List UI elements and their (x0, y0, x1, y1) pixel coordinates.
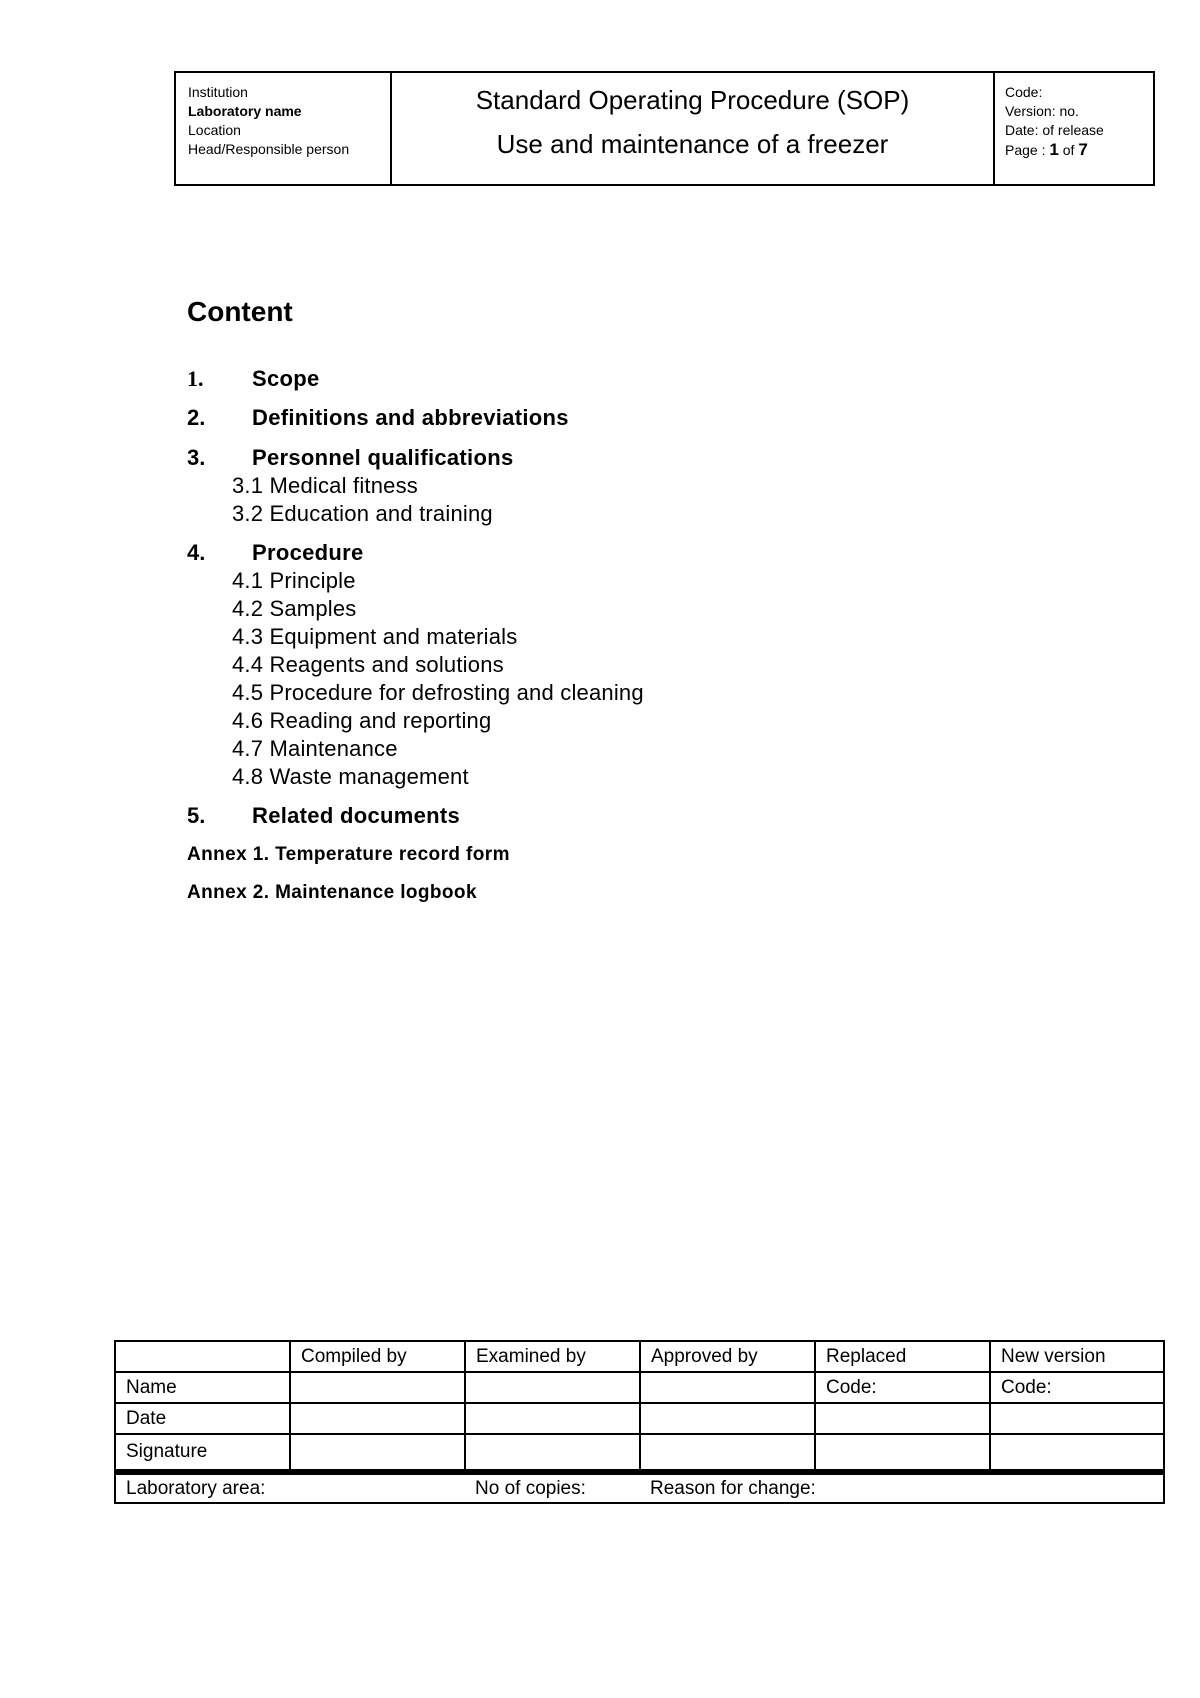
header-cell: Examined by (465, 1341, 640, 1372)
header-institution-block (176, 73, 392, 184)
page-indicator (1005, 140, 1153, 160)
code-label: Code: (1005, 84, 1043, 100)
toc-number: 3. (187, 445, 206, 470)
toc-number: 2. (187, 405, 206, 430)
toc-subitem[interactable]: 4.8 Waste management (232, 764, 469, 789)
toc-label: Related documents (252, 803, 461, 828)
table-cell[interactable] (290, 1434, 465, 1472)
copies-field[interactable]: No of copies: (465, 1472, 640, 1503)
toc-subitem[interactable]: 4.3 Equipment and materials (232, 624, 518, 649)
page-of: of (1062, 142, 1075, 158)
document-subtitle: Use and maintenance of a freezer (496, 129, 889, 159)
table-cell[interactable]: Code: (990, 1372, 1164, 1403)
header-cell: New version (990, 1341, 1164, 1372)
page-total: 7 (1078, 140, 1088, 159)
toc-number: 4. (187, 540, 206, 565)
version-label: Version: no. (1005, 103, 1079, 119)
reason-for-change-field[interactable]: Reason for change: (640, 1472, 1164, 1503)
toc-subitem[interactable]: 3.2 Education and training (232, 501, 493, 526)
signature-table (114, 1340, 1165, 1504)
toc-item-personnel[interactable] (187, 444, 1087, 472)
sop-header (174, 71, 1155, 186)
laboratory-area-field[interactable]: Laboratory area: (115, 1472, 465, 1503)
header-cell: Approved by (640, 1341, 815, 1372)
table-cell[interactable] (290, 1403, 465, 1434)
signature-table-header-row (115, 1341, 1164, 1372)
header-cell: Replaced (815, 1341, 990, 1372)
toc-label: Procedure (252, 540, 364, 565)
annex-2-link[interactable]: Annex 2. Maintenance logbook (187, 882, 477, 903)
signature-table-row-date (115, 1403, 1164, 1434)
table-cell[interactable] (640, 1372, 815, 1403)
row-label: Name (115, 1372, 290, 1403)
signature-table-footer-row (115, 1472, 1164, 1503)
header-title-block (392, 73, 995, 184)
table-cell[interactable] (465, 1403, 640, 1434)
document-title: Standard Operating Procedure (SOP) (475, 85, 910, 115)
table-cell[interactable] (990, 1403, 1164, 1434)
toc-subitem[interactable]: 4.2 Samples (232, 596, 357, 621)
row-label: Signature (115, 1434, 290, 1472)
header-cell: Compiled by (290, 1341, 465, 1372)
toc-subitem[interactable]: 3.1 Medical fitness (232, 473, 418, 498)
annex-1-link[interactable]: Annex 1. Temperature record form (187, 844, 510, 865)
toc-label: Definitions and abbreviations (252, 405, 569, 430)
table-cell[interactable] (290, 1372, 465, 1403)
table-cell[interactable]: Code: (815, 1372, 990, 1403)
toc-number: 1. (187, 366, 204, 391)
page-number: 1 (1049, 140, 1059, 159)
toc-item-definitions[interactable] (187, 404, 1087, 432)
table-cell[interactable] (815, 1434, 990, 1472)
table-cell[interactable] (640, 1434, 815, 1472)
signature-table-row-signature (115, 1434, 1164, 1472)
table-cell[interactable] (990, 1434, 1164, 1472)
header-cell (115, 1341, 290, 1372)
toc-number: 5. (187, 803, 206, 828)
table-cell[interactable] (815, 1403, 990, 1434)
header-meta-block (995, 73, 1153, 184)
content-heading: Content (187, 296, 293, 327)
toc-item-scope[interactable] (187, 365, 1087, 393)
toc-item-related-documents[interactable] (187, 802, 1087, 830)
table-cell[interactable] (465, 1434, 640, 1472)
date-label: Date: of release (1005, 122, 1104, 138)
toc-subitem[interactable]: 4.5 Procedure for defrosting and cleaning (232, 680, 644, 705)
toc-subitem[interactable]: 4.1 Principle (232, 568, 356, 593)
toc-label: Personnel qualifications (252, 445, 514, 470)
table-cell[interactable] (465, 1372, 640, 1403)
page-label: Page : (1005, 142, 1046, 158)
institution-label: Institution (188, 84, 248, 100)
toc-label: Scope (252, 366, 320, 391)
toc-subitem[interactable]: 4.7 Maintenance (232, 736, 398, 761)
table-of-contents (187, 365, 1087, 907)
signature-table-row-name (115, 1372, 1164, 1403)
location-label: Location (188, 122, 241, 138)
head-label: Head/Responsible person (188, 141, 350, 157)
lab-name-label: Laboratory name (188, 103, 302, 119)
toc-subitem[interactable]: 4.4 Reagents and solutions (232, 652, 504, 677)
row-label: Date (115, 1403, 290, 1434)
table-cell[interactable] (640, 1403, 815, 1434)
toc-item-procedure[interactable] (187, 539, 1087, 567)
toc-subitem[interactable]: 4.6 Reading and reporting (232, 708, 492, 733)
